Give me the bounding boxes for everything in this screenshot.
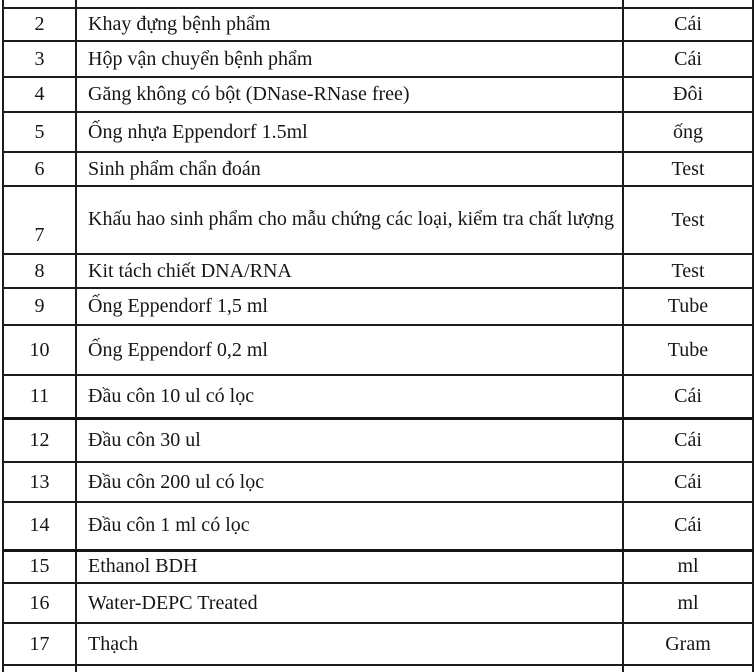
unit-cell: Đôi	[623, 77, 753, 112]
unit-cell: ml	[623, 583, 753, 623]
row-number-cell: 12	[3, 418, 76, 462]
item-name-cell: Kit tách chiết DNA/RNA	[76, 254, 623, 288]
table-row	[3, 8, 753, 41]
row-number-cell: 17	[3, 623, 76, 665]
item-name-cell	[76, 0, 623, 8]
table-row	[3, 41, 753, 77]
item-name-cell: Găng không có bột (DNase-RNase free)	[76, 77, 623, 112]
table-row	[3, 623, 753, 665]
unit-cell: Cái	[623, 8, 753, 41]
unit-cell: Cái	[623, 375, 753, 418]
row-number-cell: 6	[3, 152, 76, 186]
item-name-cell: Hộp vận chuyển bệnh phẩm	[76, 41, 623, 77]
unit-cell: Test	[623, 186, 753, 254]
item-name-cell: Water-DEPC Treated	[76, 583, 623, 623]
row-number-cell: 5	[3, 112, 76, 152]
item-name-cell: Ethanol BDH	[76, 550, 623, 583]
row-number-cell: 15	[3, 550, 76, 583]
item-name-cell: Đầu côn 30 ul	[76, 418, 623, 462]
row-number-cell: 10	[3, 325, 76, 375]
unit-cell: Test	[623, 152, 753, 186]
item-name-cell: Ống Eppendorf 1,5 ml	[76, 288, 623, 325]
unit-cell	[623, 0, 753, 8]
row-number-cell: 14	[3, 502, 76, 550]
item-name-cell	[76, 665, 623, 672]
item-name-cell: Đầu côn 200 ul có lọc	[76, 462, 623, 502]
unit-cell: Cái	[623, 418, 753, 462]
table-row	[3, 583, 753, 623]
row-number-cell	[3, 665, 76, 672]
unit-cell: Tube	[623, 288, 753, 325]
table-row	[3, 462, 753, 502]
supply-list-table	[2, 0, 754, 672]
table-row	[3, 502, 753, 550]
item-name-cell: Ống Eppendorf 0,2 ml	[76, 325, 623, 375]
row-number-cell: 2	[3, 8, 76, 41]
unit-cell: ml	[623, 550, 753, 583]
item-name-cell: Thạch	[76, 623, 623, 665]
item-name-cell: Ống nhựa Eppendorf 1.5ml	[76, 112, 623, 152]
row-number-cell: 13	[3, 462, 76, 502]
unit-cell: ống	[623, 112, 753, 152]
item-name-cell: Khay đựng bệnh phẩm	[76, 8, 623, 41]
table-row	[3, 375, 753, 418]
unit-cell: Cái	[623, 462, 753, 502]
table-row	[3, 254, 753, 288]
unit-cell: Tube	[623, 325, 753, 375]
unit-cell	[623, 665, 753, 672]
row-number-cell: 4	[3, 77, 76, 112]
row-number-cell: 9	[3, 288, 76, 325]
row-number-cell: 3	[3, 41, 76, 77]
table-row-cutoff-bottom	[3, 665, 753, 672]
row-number-cell	[3, 0, 76, 8]
row-number-cell: 8	[3, 254, 76, 288]
unit-cell: Test	[623, 254, 753, 288]
table-row	[3, 152, 753, 186]
table-row-cutoff-top	[3, 0, 753, 8]
item-name-cell: Đầu côn 10 ul có lọc	[76, 375, 623, 418]
item-name-cell: Đầu côn 1 ml có lọc	[76, 502, 623, 550]
table-row	[3, 418, 753, 462]
table-row	[3, 288, 753, 325]
unit-cell: Gram	[623, 623, 753, 665]
row-number-cell: 11	[3, 375, 76, 418]
table-row	[3, 77, 753, 112]
row-number-cell: 16	[3, 583, 76, 623]
table-row	[3, 325, 753, 375]
item-name-cell: Sinh phẩm chẩn đoán	[76, 152, 623, 186]
unit-cell: Cái	[623, 502, 753, 550]
table-row	[3, 550, 753, 583]
item-name-cell: Khấu hao sinh phẩm cho mẫu chứng các loại, kiểm tra chất lượng	[76, 186, 623, 254]
table-row	[3, 186, 753, 254]
unit-cell: Cái	[623, 41, 753, 77]
table-row	[3, 112, 753, 152]
row-number-cell: 7	[3, 186, 76, 254]
